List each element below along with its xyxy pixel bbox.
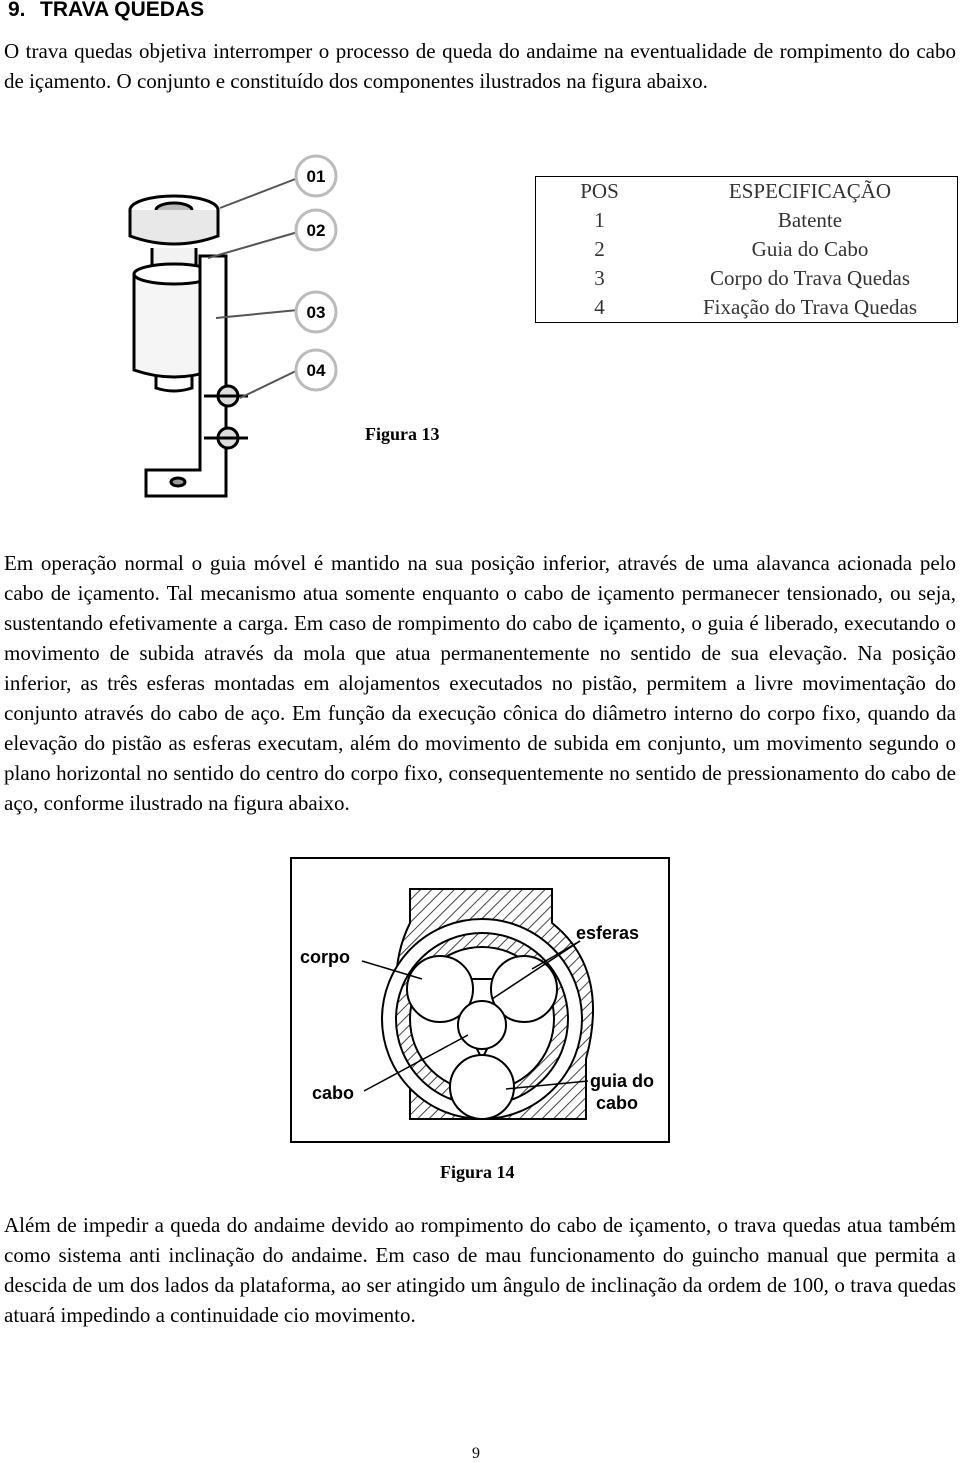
spec-table [535, 176, 958, 323]
closing-paragraph: Além de impedir a queda do andaime devido ao rompimento do cabo de içamento, o trava quedas atua também como sistema anti inclinação do andaime. Em caso de mau funcionamento do guincho manual que permita a descida de um dos lados da plataforma, ao ser atingido um ângulo de inclinação da ordem de 100, o trava quedas atuará impedindo a continuidade cio movimento. [4, 1213, 956, 1327]
label-cabo: cabo [312, 1083, 355, 1103]
table-header-spec: ESPECIFICAÇÃO [728, 179, 892, 203]
table-row [536, 206, 958, 235]
table-header-row [536, 177, 958, 207]
table-row [536, 264, 958, 293]
table-cell-pos: 3 [594, 266, 605, 290]
page-number: 9 [472, 1445, 480, 1462]
callout-02: 02 [306, 221, 326, 240]
callout-01: 01 [306, 167, 326, 186]
table-row [536, 235, 958, 264]
table-cell-spec: Batente [777, 208, 843, 232]
table-cell-pos: 2 [594, 237, 605, 261]
figure-14-caption: Figura 14 [440, 1162, 515, 1182]
table-cell-pos: 4 [594, 295, 605, 319]
callout-03: 03 [306, 303, 326, 322]
body-paragraph: Em operação normal o guia móvel é mantido na sua posição inferior, através de uma alavanca acionada pelo cabo de içamento. Tal mecanismo atua somente enquanto o cabo de içamento permanecer tensionado, ou seja, sustentando efetivamente a carga. Em caso de rompimento do cabo de içamento, o guia é liberado, executando o movimento de subida através da mola que atua permanentemente no sentido de sua elevação. Na posição inferior, as três esferas montadas em alojamentos executados no pistão, permitem a livre movimentação do conjunto através do cabo de aço. Em função da execução cônica do diâmetro interno do corpo fixo, quando da elevação do pistão as esferas executam, além do movimento de subida em conjunto, um movimento segundo o plano horizontal no sentido do centro do corpo fixo, consequentemente no sentido de pressionamento do cabo de aço, conforme ilustrado na figura abaixo. [4, 551, 956, 815]
figure-13-caption: Figura 13 [365, 424, 440, 444]
section-title: TRAVA QUEDAS [40, 0, 205, 21]
table-cell-spec: Fixação do Trava Quedas [702, 295, 918, 319]
table-cell-pos: 1 [594, 208, 605, 232]
intro-paragraph: O trava quedas objetiva interromper o processo de queda do andaime na eventualidade de rompimento do cabo de içamento. O conjunto e constituído dos componentes ilustrados na figura abaixo. [4, 39, 956, 93]
section-number: 9. [8, 0, 26, 21]
label-esferas: esferas [576, 923, 640, 943]
table-row [536, 293, 958, 323]
label-corpo: corpo [300, 947, 351, 967]
figure-14-drawing [292, 859, 668, 1141]
callout-04: 04 [306, 361, 326, 380]
table-header-pos: POS [580, 179, 619, 203]
figure-14-frame [290, 857, 670, 1143]
label-guia-line2: cabo [596, 1093, 639, 1113]
table-cell-spec: Guia do Cabo [751, 237, 869, 261]
section-heading [8, 0, 204, 22]
table-cell-spec: Corpo do Trava Quedas [709, 266, 911, 290]
label-guia-line1: guia do [590, 1071, 654, 1091]
figure-13-drawing [108, 148, 368, 518]
